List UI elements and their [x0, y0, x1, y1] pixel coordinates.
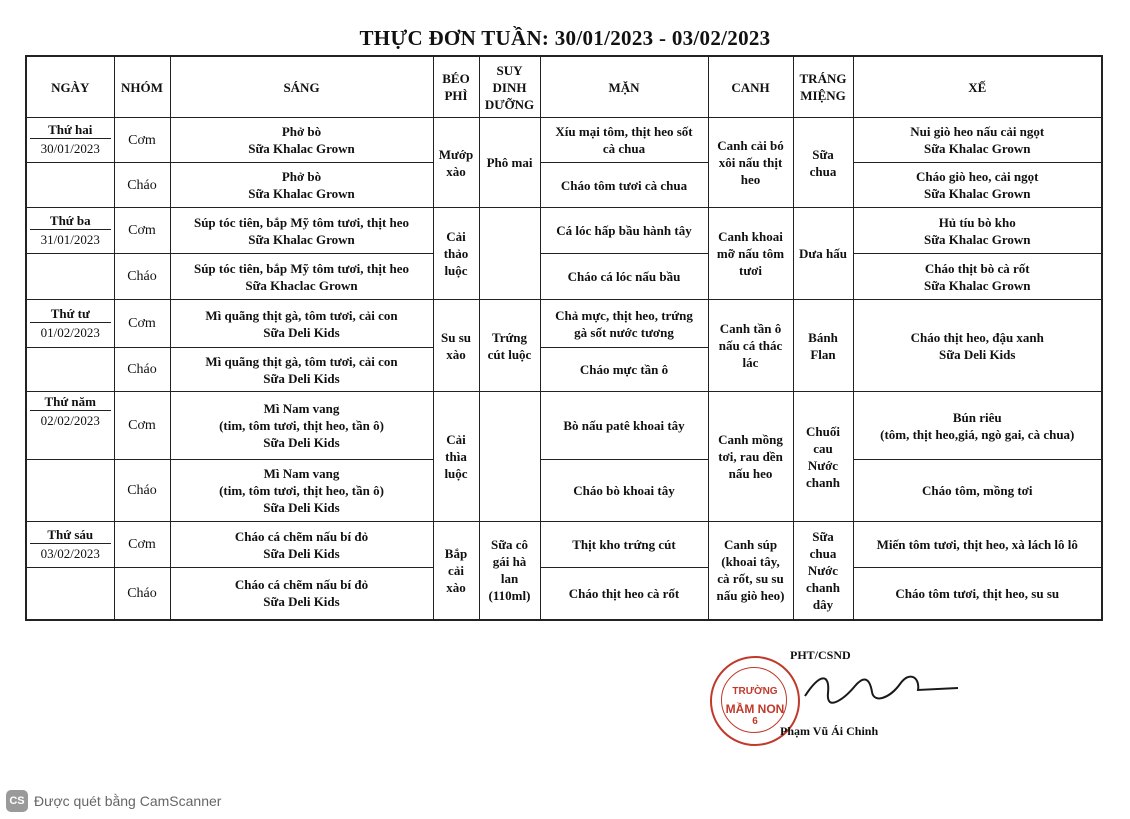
table-row [26, 254, 1102, 300]
table-row [26, 392, 1102, 460]
camscanner-text: Được quét bằng CamScanner [34, 793, 222, 809]
trang-mieng-cell: Dưa hấu [793, 208, 853, 300]
xe-cell: Cháo tôm tươi, thịt heo, su su [853, 568, 1102, 620]
sang-cell: Súp tóc tiên, bắp Mỹ tôm tươi, thịt heo Sữa Khaclac Grown [170, 254, 433, 300]
xe-cell: Miến tôm tươi, thịt heo, xà lách lô lô [853, 522, 1102, 568]
day-date: 31/01/2023 [40, 231, 100, 247]
header-xe: XẾ [853, 56, 1102, 118]
day-cell-empty [26, 460, 114, 522]
xe-cell: Nui giò heo nấu cải ngọt Sữa Khalac Grown [853, 118, 1102, 163]
day-name: Thứ hai [30, 121, 111, 139]
suy-dinh-duong-cell [479, 208, 540, 300]
beo-phi-cell: Mướp xào [433, 118, 479, 208]
header-row [26, 56, 1102, 118]
man-cell: Cá lóc hấp bầu hành tây [540, 208, 708, 254]
man-cell: Cháo cá lóc nấu bầu [540, 254, 708, 300]
group-cell: Cháo [114, 460, 170, 522]
header-canh: CANH [708, 56, 793, 118]
suy-dinh-duong-cell [479, 392, 540, 522]
beo-phi-cell: Bắp cải xào [433, 522, 479, 620]
xe-cell: Bún riêu (tôm, thịt heo,giá, ngò gai, cà chua) [853, 392, 1102, 460]
day-cell [26, 392, 114, 460]
table-row [26, 208, 1102, 254]
man-cell: Xíu mại tôm, thịt heo sốt cà chua [540, 118, 708, 163]
camscanner-logo-icon: CS [6, 790, 28, 812]
canh-cell: Canh tần ô nấu cá thác lác [708, 300, 793, 392]
header-suy-dinh-duong: SUY DINH DƯỠNG [479, 56, 540, 118]
weekly-menu-table [25, 55, 1103, 621]
canh-cell: Canh mồng tơi, rau dền nấu heo [708, 392, 793, 522]
day-cell [26, 522, 114, 568]
day-date: 30/01/2023 [40, 141, 100, 156]
man-cell: Cháo thịt heo cà rốt [540, 568, 708, 620]
table-row [26, 460, 1102, 522]
table-row [26, 522, 1102, 568]
signer-name: Phạm Vũ Ái Chinh [780, 724, 879, 738]
suy-dinh-duong-cell: Phô mai [479, 118, 540, 208]
header-beo-phi: BÉO PHÌ [433, 56, 479, 118]
sang-cell: Cháo cá chẽm nấu bí đỏ Sữa Deli Kids [170, 522, 433, 568]
trang-mieng-cell: Bánh Flan [793, 300, 853, 392]
group-cell: Cơm [114, 118, 170, 163]
day-cell-empty [26, 254, 114, 300]
xe-cell: Cháo thịt bò cà rốt Sữa Khalac Grown [853, 254, 1102, 300]
day-cell-empty [26, 568, 114, 620]
xe-cell: Cháo tôm, mồng tơi [853, 460, 1102, 522]
group-cell: Cơm [114, 522, 170, 568]
beo-phi-cell: Cải thìa luộc [433, 392, 479, 522]
table-row [26, 300, 1102, 348]
day-name: Thứ tư [30, 305, 111, 323]
canh-cell: Canh cải bó xôi nấu thịt heo [708, 118, 793, 208]
sang-cell: Phở bò Sữa Khalac Grown [170, 118, 433, 163]
trang-mieng-cell: Sữa chua Nước chanh dây [793, 522, 853, 620]
man-cell: Cháo tôm tươi cà chua [540, 163, 708, 208]
day-cell [26, 208, 114, 254]
xe-cell: Cháo giò heo, cải ngọt Sữa Khalac Grown [853, 163, 1102, 208]
header-man: MẶN [540, 56, 708, 118]
school-stamp: TRƯỜNG MẦM NON 6 [710, 656, 800, 746]
sang-cell: Súp tóc tiên, bắp Mỹ tôm tươi, thịt heo Sữa Khalac Grown [170, 208, 433, 254]
day-name: Thứ ba [30, 212, 111, 230]
suy-dinh-duong-cell: Trứng cút luộc [479, 300, 540, 392]
sang-cell: Cháo cá chẽm nấu bí đỏ Sữa Deli Kids [170, 568, 433, 620]
xe-cell: Hủ tíu bò kho Sữa Khalac Grown [853, 208, 1102, 254]
sang-cell: Phở bò Sữa Khalac Grown [170, 163, 433, 208]
group-cell: Cháo [114, 568, 170, 620]
page-title: THỰC ĐƠN TUẦN: 30/01/2023 - 03/02/2023 [359, 26, 771, 50]
signature-block [700, 640, 960, 760]
suy-dinh-duong-cell: Sữa cô gái hà lan (110ml) [479, 522, 540, 620]
beo-phi-cell: Cải thảo luộc [433, 208, 479, 300]
signer-role: PHT/CSND [790, 648, 851, 662]
xe-cell: Cháo thịt heo, đậu xanh Sữa Deli Kids [853, 300, 1102, 392]
table-row [26, 163, 1102, 208]
header-sang: SÁNG [170, 56, 433, 118]
day-cell [26, 300, 114, 348]
day-date: 03/02/2023 [40, 545, 100, 561]
trang-mieng-cell: Chuối cau Nước chanh [793, 392, 853, 522]
day-cell-empty [26, 163, 114, 208]
group-cell: Cháo [114, 254, 170, 300]
trang-mieng-cell: Sữa chua [793, 118, 853, 208]
day-date: 01/02/2023 [40, 324, 100, 340]
man-cell: Chả mực, thịt heo, trứng gà sốt nước tương [540, 300, 708, 348]
day-date: 02/02/2023 [40, 413, 100, 428]
day-name: Thứ sáu [30, 526, 111, 544]
header-nhom: NHÓM [114, 56, 170, 118]
group-cell: Cơm [114, 208, 170, 254]
header-trang-mieng: TRÁNG MIỆNG [793, 56, 853, 118]
table-row [26, 118, 1102, 163]
man-cell: Thịt kho trứng cút [540, 522, 708, 568]
canh-cell: Canh khoai mỡ nấu tôm tươi [708, 208, 793, 300]
header-ngay: NGÀY [26, 56, 114, 118]
day-cell-empty [26, 348, 114, 392]
sang-cell: Mì Nam vang (tim, tôm tươi, thịt heo, tần ô) Sữa Deli Kids [170, 460, 433, 522]
handwritten-signature [800, 668, 960, 708]
day-cell [26, 118, 114, 163]
day-name: Thứ năm [30, 393, 111, 411]
group-cell: Cơm [114, 392, 170, 460]
sang-cell: Mì quãng thịt gà, tôm tươi, cải con Sữa Deli Kids [170, 348, 433, 392]
sang-cell: Mì quãng thịt gà, tôm tươi, cải con Sữa Deli Kids [170, 300, 433, 348]
camscanner-watermark [6, 790, 221, 812]
group-cell: Cháo [114, 163, 170, 208]
sang-cell: Mì Nam vang (tim, tôm tươi, thịt heo, tần ô) Sữa Deli Kids [170, 392, 433, 460]
group-cell: Cháo [114, 348, 170, 392]
man-cell: Bò nấu patê khoai tây [540, 392, 708, 460]
group-cell: Cơm [114, 300, 170, 348]
man-cell: Cháo bò khoai tây [540, 460, 708, 522]
table-row [26, 568, 1102, 620]
beo-phi-cell: Su su xào [433, 300, 479, 392]
man-cell: Cháo mực tần ô [540, 348, 708, 392]
canh-cell: Canh súp (khoai tây, cà rốt, su su nấu giò heo) [708, 522, 793, 620]
